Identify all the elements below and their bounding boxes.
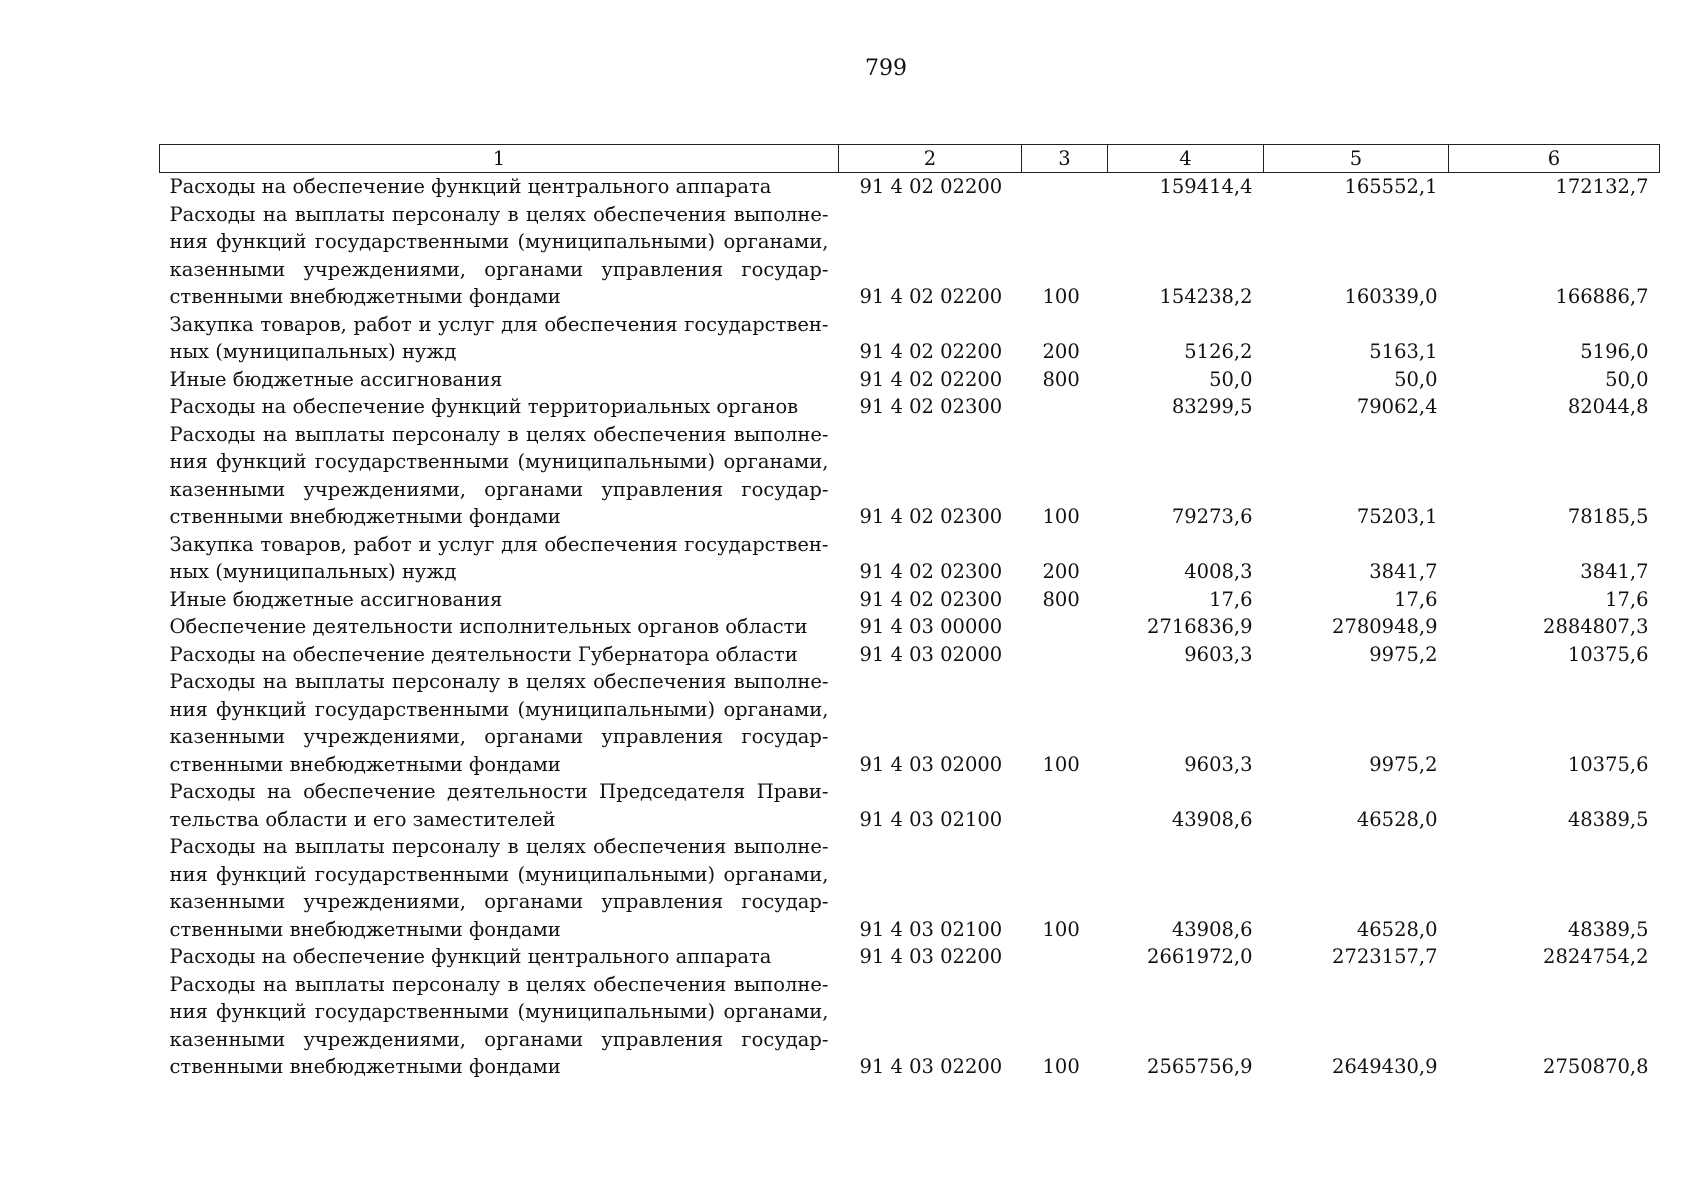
amount-col4-cell: 154238,2	[1159, 285, 1253, 308]
amount-col5-cell: 3841,7	[1369, 560, 1438, 583]
amount-col5-cell: 2649430,9	[1332, 1055, 1438, 1078]
table-row	[160, 641, 1660, 669]
expense-name-cell: Расходы на выплаты персоналу в целях обеспечения выполнения функций государственными (муниципальными) органами, казенными учреждениями, органами управления государственными внебюджетными фондами	[169, 202, 829, 308]
expense-name-cell: Расходы на выплаты персоналу в целях обеспечения выполнения функций государственными (муниципальными) органами, казенными учреждениями, органами управления государственными внебюджетными фондами	[169, 670, 829, 776]
amount-col6-cell: 3841,7	[1580, 560, 1649, 583]
expense-type-cell: 100	[1042, 917, 1080, 941]
amount-col6-cell: 78185,5	[1567, 505, 1649, 528]
amount-col5-cell: 46528,0	[1356, 807, 1438, 831]
target-code-cell: 91 4 02 02300	[859, 395, 1003, 418]
target-code-cell: 91 4 02 02300	[859, 560, 1003, 583]
amount-col6-cell: 5196,0	[1580, 340, 1649, 363]
amount-col4-cell: 159414,4	[1159, 175, 1253, 198]
amount-col5-cell: 2780948,9	[1332, 615, 1438, 638]
expense-type-cell: 100	[1042, 752, 1080, 776]
target-code-cell: 91 4 03 02100	[859, 807, 1003, 831]
amount-col6-cell: 17,6	[1605, 587, 1649, 611]
amount-col6-cell: 2884807,3	[1543, 615, 1649, 638]
target-code-cell: 91 4 03 02000	[859, 752, 1003, 776]
table-row	[160, 613, 1660, 641]
table-row	[160, 366, 1660, 394]
expense-name-cell: Иные бюджетные ассигнования	[169, 587, 503, 611]
expense-type-cell	[1022, 641, 1108, 669]
expense-type-cell	[1022, 613, 1108, 641]
expense-name-cell: Расходы на выплаты персоналу в целях обеспечения выполнения функций государственными (муниципальными) органами, казенными учреждениями, органами управления государственными внебюджетными фондами	[169, 972, 829, 1078]
target-code-cell: 91 4 02 02200	[859, 340, 1003, 363]
expense-name-cell: Закупка товаров, работ и услуг для обеспечения государственных (муниципальных) нужд	[169, 532, 829, 583]
table-row	[160, 833, 1660, 943]
amount-col4-cell: 79273,6	[1171, 505, 1253, 528]
target-code-cell: 91 4 02 02300	[859, 587, 1003, 611]
column-header-1: 1	[160, 145, 839, 173]
page-number: 799	[865, 56, 907, 81]
column-header-2: 2	[839, 145, 1022, 173]
amount-col4-cell: 9603,3	[1184, 752, 1253, 776]
table-row	[160, 311, 1660, 366]
expense-type-cell	[1022, 173, 1108, 201]
amount-col6-cell: 172132,7	[1555, 175, 1649, 198]
expense-name-cell: Расходы на выплаты персоналу в целях обеспечения выполнения функций государственными (муниципальными) органами, казенными учреждениями, органами управления государственными внебюджетными фондами	[169, 835, 829, 941]
table-header	[160, 145, 1660, 173]
table-body	[160, 173, 1660, 1081]
amount-col5-cell: 165552,1	[1344, 175, 1438, 198]
expense-type-cell	[1022, 778, 1108, 833]
expense-name-cell: Расходы на обеспечение функций центрального аппарата	[169, 945, 772, 968]
amount-col4-cell: 17,6	[1209, 587, 1253, 611]
amount-col4-cell: 4008,3	[1184, 560, 1253, 583]
expense-type-cell: 200	[1042, 560, 1080, 583]
amount-col5-cell: 79062,4	[1356, 395, 1438, 418]
amount-col6-cell: 50,0	[1605, 367, 1649, 391]
target-code-cell: 91 4 02 02200	[859, 367, 1003, 391]
table-row	[160, 668, 1660, 778]
expense-type-cell: 100	[1042, 285, 1080, 308]
amount-col4-cell: 50,0	[1209, 367, 1253, 391]
amount-col6-cell: 48389,5	[1567, 917, 1649, 941]
amount-col4-cell: 9603,3	[1184, 642, 1253, 666]
expense-type-cell	[1022, 943, 1108, 971]
expense-type-cell: 800	[1042, 367, 1080, 391]
amount-col5-cell: 160339,0	[1344, 285, 1438, 308]
amount-col4-cell: 43908,6	[1171, 917, 1253, 941]
amount-col4-cell: 43908,6	[1171, 807, 1253, 831]
target-code-cell: 91 4 03 02000	[859, 642, 1003, 666]
table-row	[160, 943, 1660, 971]
target-code-cell: 91 4 02 02300	[859, 505, 1003, 528]
expense-type-cell: 800	[1042, 587, 1080, 611]
expense-type-cell: 100	[1042, 1055, 1080, 1078]
expense-type-cell	[1022, 393, 1108, 421]
target-code-cell: 91 4 03 02100	[859, 917, 1003, 941]
expense-name-cell: Иные бюджетные ассигнования	[169, 367, 503, 391]
amount-col6-cell: 82044,8	[1567, 395, 1649, 418]
budget-table	[159, 144, 1660, 1081]
target-code-cell: 91 4 02 02200	[859, 285, 1003, 308]
amount-col5-cell: 9975,2	[1369, 752, 1438, 776]
amount-col4-cell: 83299,5	[1171, 395, 1253, 418]
amount-col5-cell: 75203,1	[1356, 505, 1438, 528]
table-row	[160, 393, 1660, 421]
expense-name-cell: Закупка товаров, работ и услуг для обеспечения государственных (муниципальных) нужд	[169, 312, 829, 363]
expense-name-cell: Расходы на выплаты персоналу в целях обеспечения выполнения функций государственными (муниципальными) органами, казенными учреждениями, органами управления государственными внебюджетными фондами	[169, 422, 829, 528]
expense-type-cell: 100	[1042, 505, 1080, 528]
target-code-cell: 91 4 03 02200	[859, 1055, 1003, 1078]
amount-col5-cell: 2723157,7	[1332, 945, 1438, 968]
amount-col6-cell: 2824754,2	[1543, 945, 1649, 968]
amount-col6-cell: 2750870,8	[1543, 1055, 1649, 1078]
amount-col6-cell: 48389,5	[1567, 807, 1649, 831]
target-code-cell: 91 4 02 02200	[859, 175, 1003, 198]
column-header-3: 3	[1022, 145, 1108, 173]
expense-name-cell: Расходы на обеспечение функций территориальных органов	[169, 395, 799, 418]
expense-name-cell: Расходы на обеспечение деятельности Председателя Правительства области и его заместителей	[169, 780, 829, 831]
table-row	[160, 173, 1660, 201]
amount-col5-cell: 17,6	[1394, 587, 1438, 611]
amount-col6-cell: 166886,7	[1555, 285, 1649, 308]
amount-col5-cell: 50,0	[1394, 367, 1438, 391]
header-row	[160, 145, 1660, 173]
expense-type-cell: 200	[1042, 340, 1080, 363]
table-row	[160, 421, 1660, 531]
amount-col4-cell: 2565756,9	[1147, 1055, 1253, 1078]
amount-col6-cell: 10375,6	[1567, 642, 1649, 666]
column-header-6: 6	[1449, 145, 1660, 173]
amount-col4-cell: 2716836,9	[1147, 615, 1253, 638]
amount-col4-cell: 5126,2	[1184, 340, 1253, 363]
expense-name-cell: Обеспечение деятельности исполнительных органов области	[169, 615, 808, 638]
target-code-cell: 91 4 03 00000	[859, 615, 1003, 638]
amount-col4-cell: 2661972,0	[1147, 945, 1253, 968]
table-row	[160, 586, 1660, 614]
amount-col5-cell: 9975,2	[1369, 642, 1438, 666]
column-header-4: 4	[1108, 145, 1264, 173]
amount-col6-cell: 10375,6	[1567, 752, 1649, 776]
table-row	[160, 778, 1660, 833]
table-row	[160, 201, 1660, 311]
column-header-5: 5	[1264, 145, 1449, 173]
target-code-cell: 91 4 03 02200	[859, 945, 1003, 968]
table-row	[160, 531, 1660, 586]
expense-name-cell: Расходы на обеспечение функций центрального аппарата	[169, 175, 772, 198]
table-row	[160, 971, 1660, 1081]
expense-name-cell: Расходы на обеспечение деятельности Губернатора области	[169, 642, 798, 666]
amount-col5-cell: 46528,0	[1356, 917, 1438, 941]
amount-col5-cell: 5163,1	[1369, 340, 1438, 363]
